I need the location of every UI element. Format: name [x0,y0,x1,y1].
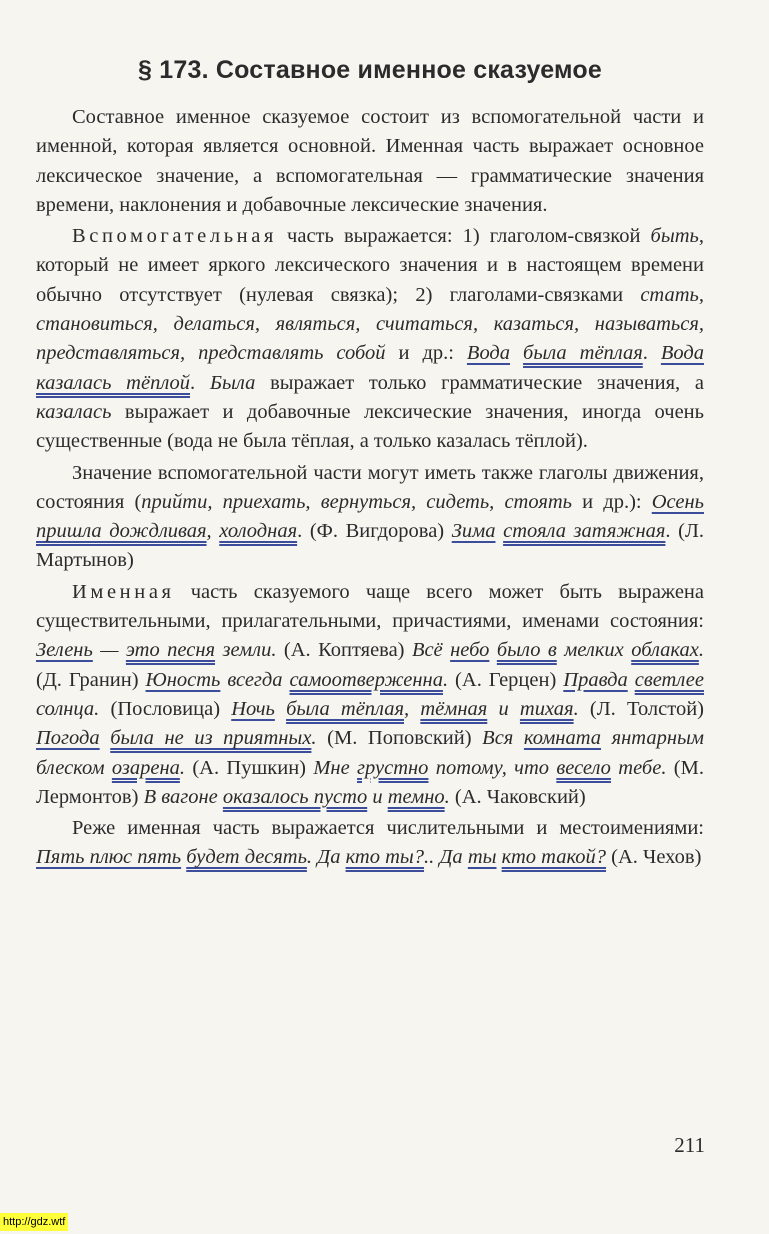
text: . [573,697,579,720]
example-predicate: холодная [219,520,298,543]
text: Мне [313,756,358,779]
text: янтарным блеском [36,727,704,779]
example-subject: Вода [660,342,704,365]
text [275,698,286,720]
citation: (М. Лермонтов) [36,756,704,808]
watermark-link[interactable]: http://gdz.wtf [0,1213,68,1231]
example-subject: Ночь [231,697,275,720]
paragraph-4 [36,578,704,812]
text: и [367,785,388,808]
example-predicate: была тёплая [523,342,643,365]
citation: (А. Герцен) [448,668,564,691]
text: потому, что [428,756,557,779]
paragraph-3 [36,459,704,576]
text: В вагоне [143,785,223,808]
citation: . (Л. Мартынов) [36,520,704,572]
example-predicate: тёмная [420,697,488,720]
example-subject: Зима [451,520,496,543]
italic-verbs: прийти, приехать, вернуться, сидеть, стоять [141,490,572,513]
text: солнца. [36,697,100,720]
example-predicate: кто такой? [501,846,607,869]
text: . [179,756,185,779]
example-subject: Юность [145,668,221,691]
text: . Да [306,846,346,869]
page-number: 211 [674,1133,705,1157]
text: — [92,639,126,662]
text: Вся [482,727,524,750]
example-predicate: темно [387,785,445,808]
text: и др.): [572,490,652,513]
example-subject: Зелень [36,639,93,662]
textbook-page [36,52,704,875]
example-predicate: самоотверженна [289,668,443,691]
example-subject: Погода [36,727,100,750]
example-predicate: будет десять [186,846,307,869]
text: часть сказуемого чаще всего может быть выражена существительными, прилагательными, причастиями, именами состояния: [36,580,704,633]
example-predicate: была тёплая [286,697,405,720]
example-subject: комната [523,727,602,750]
citation: (Пословица) [99,697,232,720]
text: мелких [556,639,632,662]
example-predicate: облаках [631,639,699,662]
italic-word: казалась [36,400,112,423]
text: Реже именная часть выражается числительными и местоимениями: [72,817,704,840]
citation: (А. Чехов) [606,846,702,869]
text: выражает и добавочные лексические значения, иногда очень существенные (вода не была тёплая, а только казалась тёплой). [36,400,704,453]
text [100,727,111,749]
paragraph-2 [36,222,704,456]
example-predicate: было в [496,639,557,662]
paragraph-1: Составное именное сказуемое состоит из вспомогательной части и именной, которая является основной. Именная часть выражает основное лексическое значение, а вспомогательная — грамматические значения времени, наклонения и добавочные лексические значения. [36,106,704,216]
citation: (А. Пушкин) [185,756,314,779]
example-predicate: светлее [634,668,704,691]
text: земли. [215,639,277,662]
text: , [206,520,220,543]
text: . [642,342,661,365]
example-predicate: озарена [111,756,180,779]
text [489,639,496,661]
section-heading: § 173. Составное именное сказуемое [138,56,602,84]
spaced-term: Вспомогательная [72,225,277,248]
example-predicate: казалась тёплой [36,371,191,394]
example-subject: Пять плюс пять [36,846,182,869]
example-predicate: кто ты? [345,846,425,869]
text: . [190,371,210,394]
text [628,669,635,691]
text: и [487,697,520,720]
text: всегда [220,668,290,691]
citation: (А. Коптяева) [276,639,412,662]
citation: (М. Поповский) [316,727,483,750]
example-subject: ты [467,846,497,869]
text: , [404,697,421,720]
text: часть выражается: 1) глаголом-связкой [276,225,651,248]
example-predicate: стояла затяжная [503,520,666,543]
text: и др.: [385,342,467,365]
text: .. Да [424,846,468,869]
text: . [444,785,450,808]
paragraph-5 [36,814,704,873]
text: . [698,639,704,662]
text: выражает только грамматические значения, а [255,371,705,394]
example-predicate: тихая [519,697,574,720]
citation: . (Ф. Вигдорова) [297,520,452,543]
citation: (Л. Толстой) [578,697,704,720]
italic-word: быть [650,225,699,248]
text: Значение вспомогательной части могут иметь также глаголы движения, состояния ( [36,461,704,513]
example-predicate: весело [556,756,611,779]
text: тебе. [610,756,667,779]
example-predicate: это песня [125,639,216,662]
example-predicate: оказалось пусто [222,785,368,808]
example-subject: небо [450,639,490,662]
example-predicate: грустно [357,756,429,779]
text: . [311,727,317,750]
example-predicate: пришла дождливая [36,520,207,543]
text: . [442,668,449,691]
citation: (А. Чаковский) [449,785,586,808]
text: Всё [411,639,451,662]
spaced-term: Именная [72,580,175,603]
italic-word: Была [209,371,256,394]
citation: (Д. Гранин) [36,668,146,691]
italic-verbs: стать, становиться, делаться, являться, считаться, казаться, называться, представляться, представлять собой [36,283,704,365]
example-subject: Осень [651,490,704,513]
example-predicate: была не из приятных [110,727,312,750]
text: , который не имеет яркого лексического значения и в настоящем времени обычно отсутствует (нулевая связка); 2) глаголами-связками [36,225,704,306]
example-subject: Вода [466,342,511,365]
example-subject: Правда [563,668,628,691]
